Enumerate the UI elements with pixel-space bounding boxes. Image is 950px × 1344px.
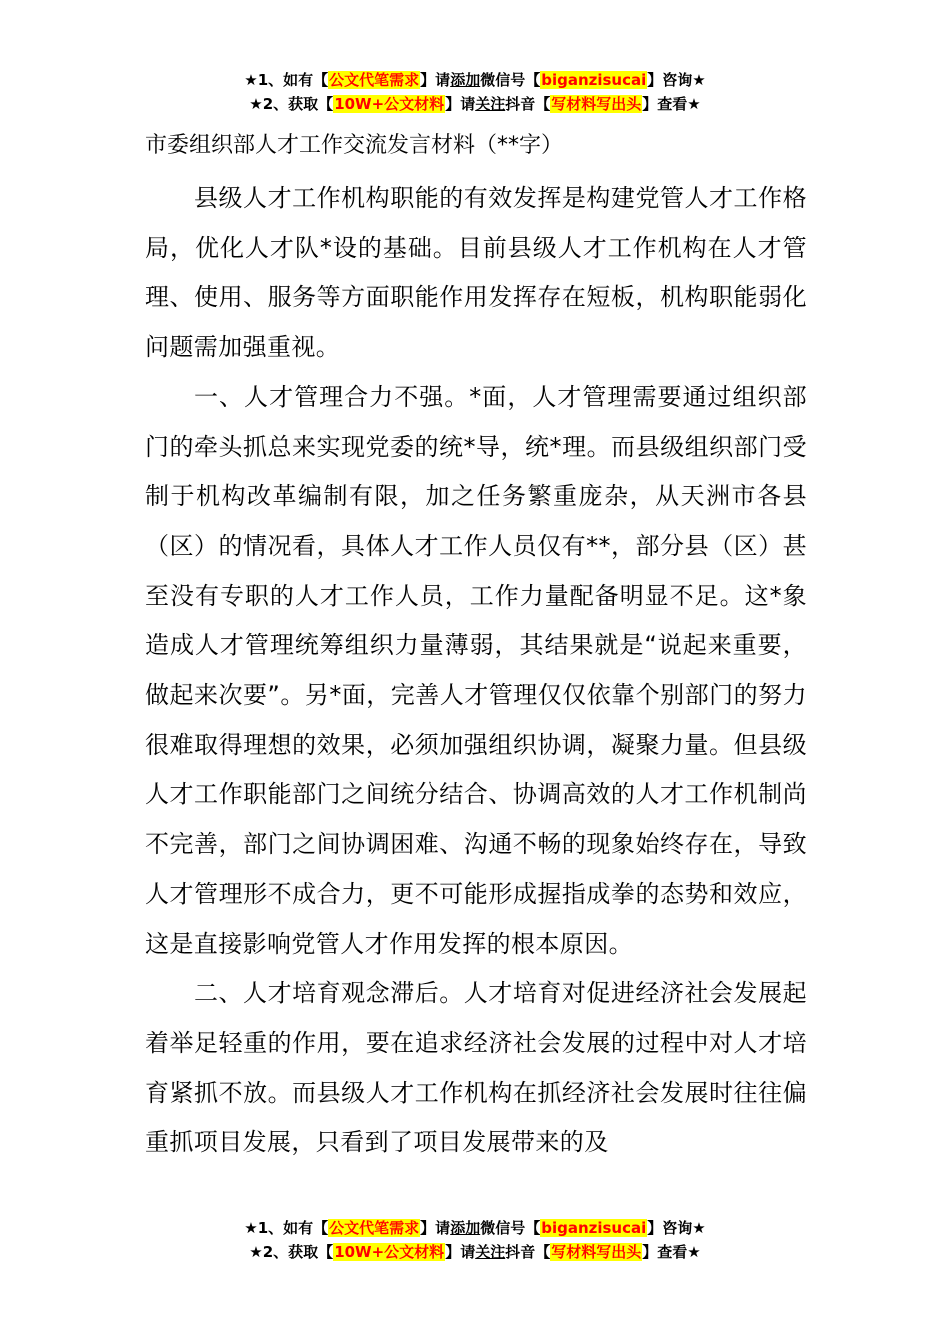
promo-text: 抖音【 [505, 95, 551, 113]
document-title: 市委组织部人才工作交流发言材料（**字） [145, 133, 564, 158]
promo-text: ★1、如有【 [244, 1219, 329, 1237]
promo-text: 微信号【 [480, 71, 541, 89]
promo-text: 】请 [445, 1243, 476, 1261]
promo-wechat-id: biganzisucai [541, 71, 647, 89]
promo-douyin-account: 写材料写出头 [551, 95, 642, 113]
promo-text: 】咨询★ [647, 71, 706, 89]
paragraph-intro: 县级人才工作机构职能的有效发挥是构建党管人才工作格局，优化人才队*设的基础。目前县级人才工作机构在人才管理、使用、服务等方面职能作用发挥存在短板，机构职能弱化问题需加强重视。 [145, 184, 807, 362]
promo-underlined-text: 添加 [450, 71, 481, 89]
promo-text: ★2、获取【 [249, 1243, 334, 1261]
promo-text: ★1、如有【 [244, 71, 329, 89]
promo-highlight: 公文代笔需求 [329, 71, 420, 89]
promo-highlight: 10W+公文材料 [334, 95, 445, 113]
promo-highlight: 公文代笔需求 [329, 1219, 420, 1237]
promo-text: 微信号【 [480, 1219, 541, 1237]
promo-douyin-account: 写材料写出头 [551, 1243, 642, 1261]
promo-line-2 [0, 92, 950, 116]
promo-text: 】请 [445, 95, 476, 113]
document-body [145, 126, 807, 1168]
paragraph-section-1: 一、人才管理合力不强。*面，人才管理需要通过组织部门的牵头抓总来实现党委的统*导，统*理。而县级组织部门受制于机构改革编制有限，加之任务繁重庞杂，从天洲市各县（区）的情况看，具体人才工作人员仅有**，部分县（区）甚至没有专职的人才工作人员，工作力量配备明显不足。这*象造成人才管理统筹组织力量薄弱，其结果就是“说起来重要，做起来次要”。另*面，完善人才管理仅仅依靠个别部门的努力很难取得理想的效果，必须加强组织协调，凝聚力量。但县级人才工作职能部门之间统分结合、协调高效的人才工作机制尚不完善，部门之间协调困难、沟通不畅的现象始终存在，导致人才管理形不成合力，更不可能形成握指成拳的态势和效应，这是直接影响党管人才作用发挥的根本原因。 [145, 382, 807, 958]
promo-line-1 [0, 68, 950, 92]
promo-highlight: 10W+公文材料 [334, 1243, 445, 1261]
promo-line-2 [0, 1240, 950, 1264]
promo-text: 】请 [420, 1219, 451, 1237]
promo-underlined-text: 关注 [475, 1243, 506, 1261]
promo-underlined-text: 关注 [475, 95, 506, 113]
header-promo-banner [0, 68, 950, 116]
promo-underlined-text: 添加 [450, 1219, 481, 1237]
promo-text: 抖音【 [505, 1243, 551, 1261]
promo-wechat-id: biganzisucai [541, 1219, 647, 1237]
promo-text: 】查看★ [642, 95, 701, 113]
footer-promo-banner [0, 1216, 950, 1264]
paragraph-section-2: 二、人才培育观念滞后。人才培育对促进经济社会发展起着举足轻重的作用，要在追求经济社会发展的过程中对人才培育紧抓不放。而县级人才工作机构在抓经济社会发展时往往偏重抓项目发展，只看到了项目发展带来的及 [145, 979, 807, 1157]
promo-line-1 [0, 1216, 950, 1240]
promo-text: 】查看★ [642, 1243, 701, 1261]
promo-text: 】咨询★ [647, 1219, 706, 1237]
promo-text: 】请 [420, 71, 451, 89]
promo-text: ★2、获取【 [249, 95, 334, 113]
